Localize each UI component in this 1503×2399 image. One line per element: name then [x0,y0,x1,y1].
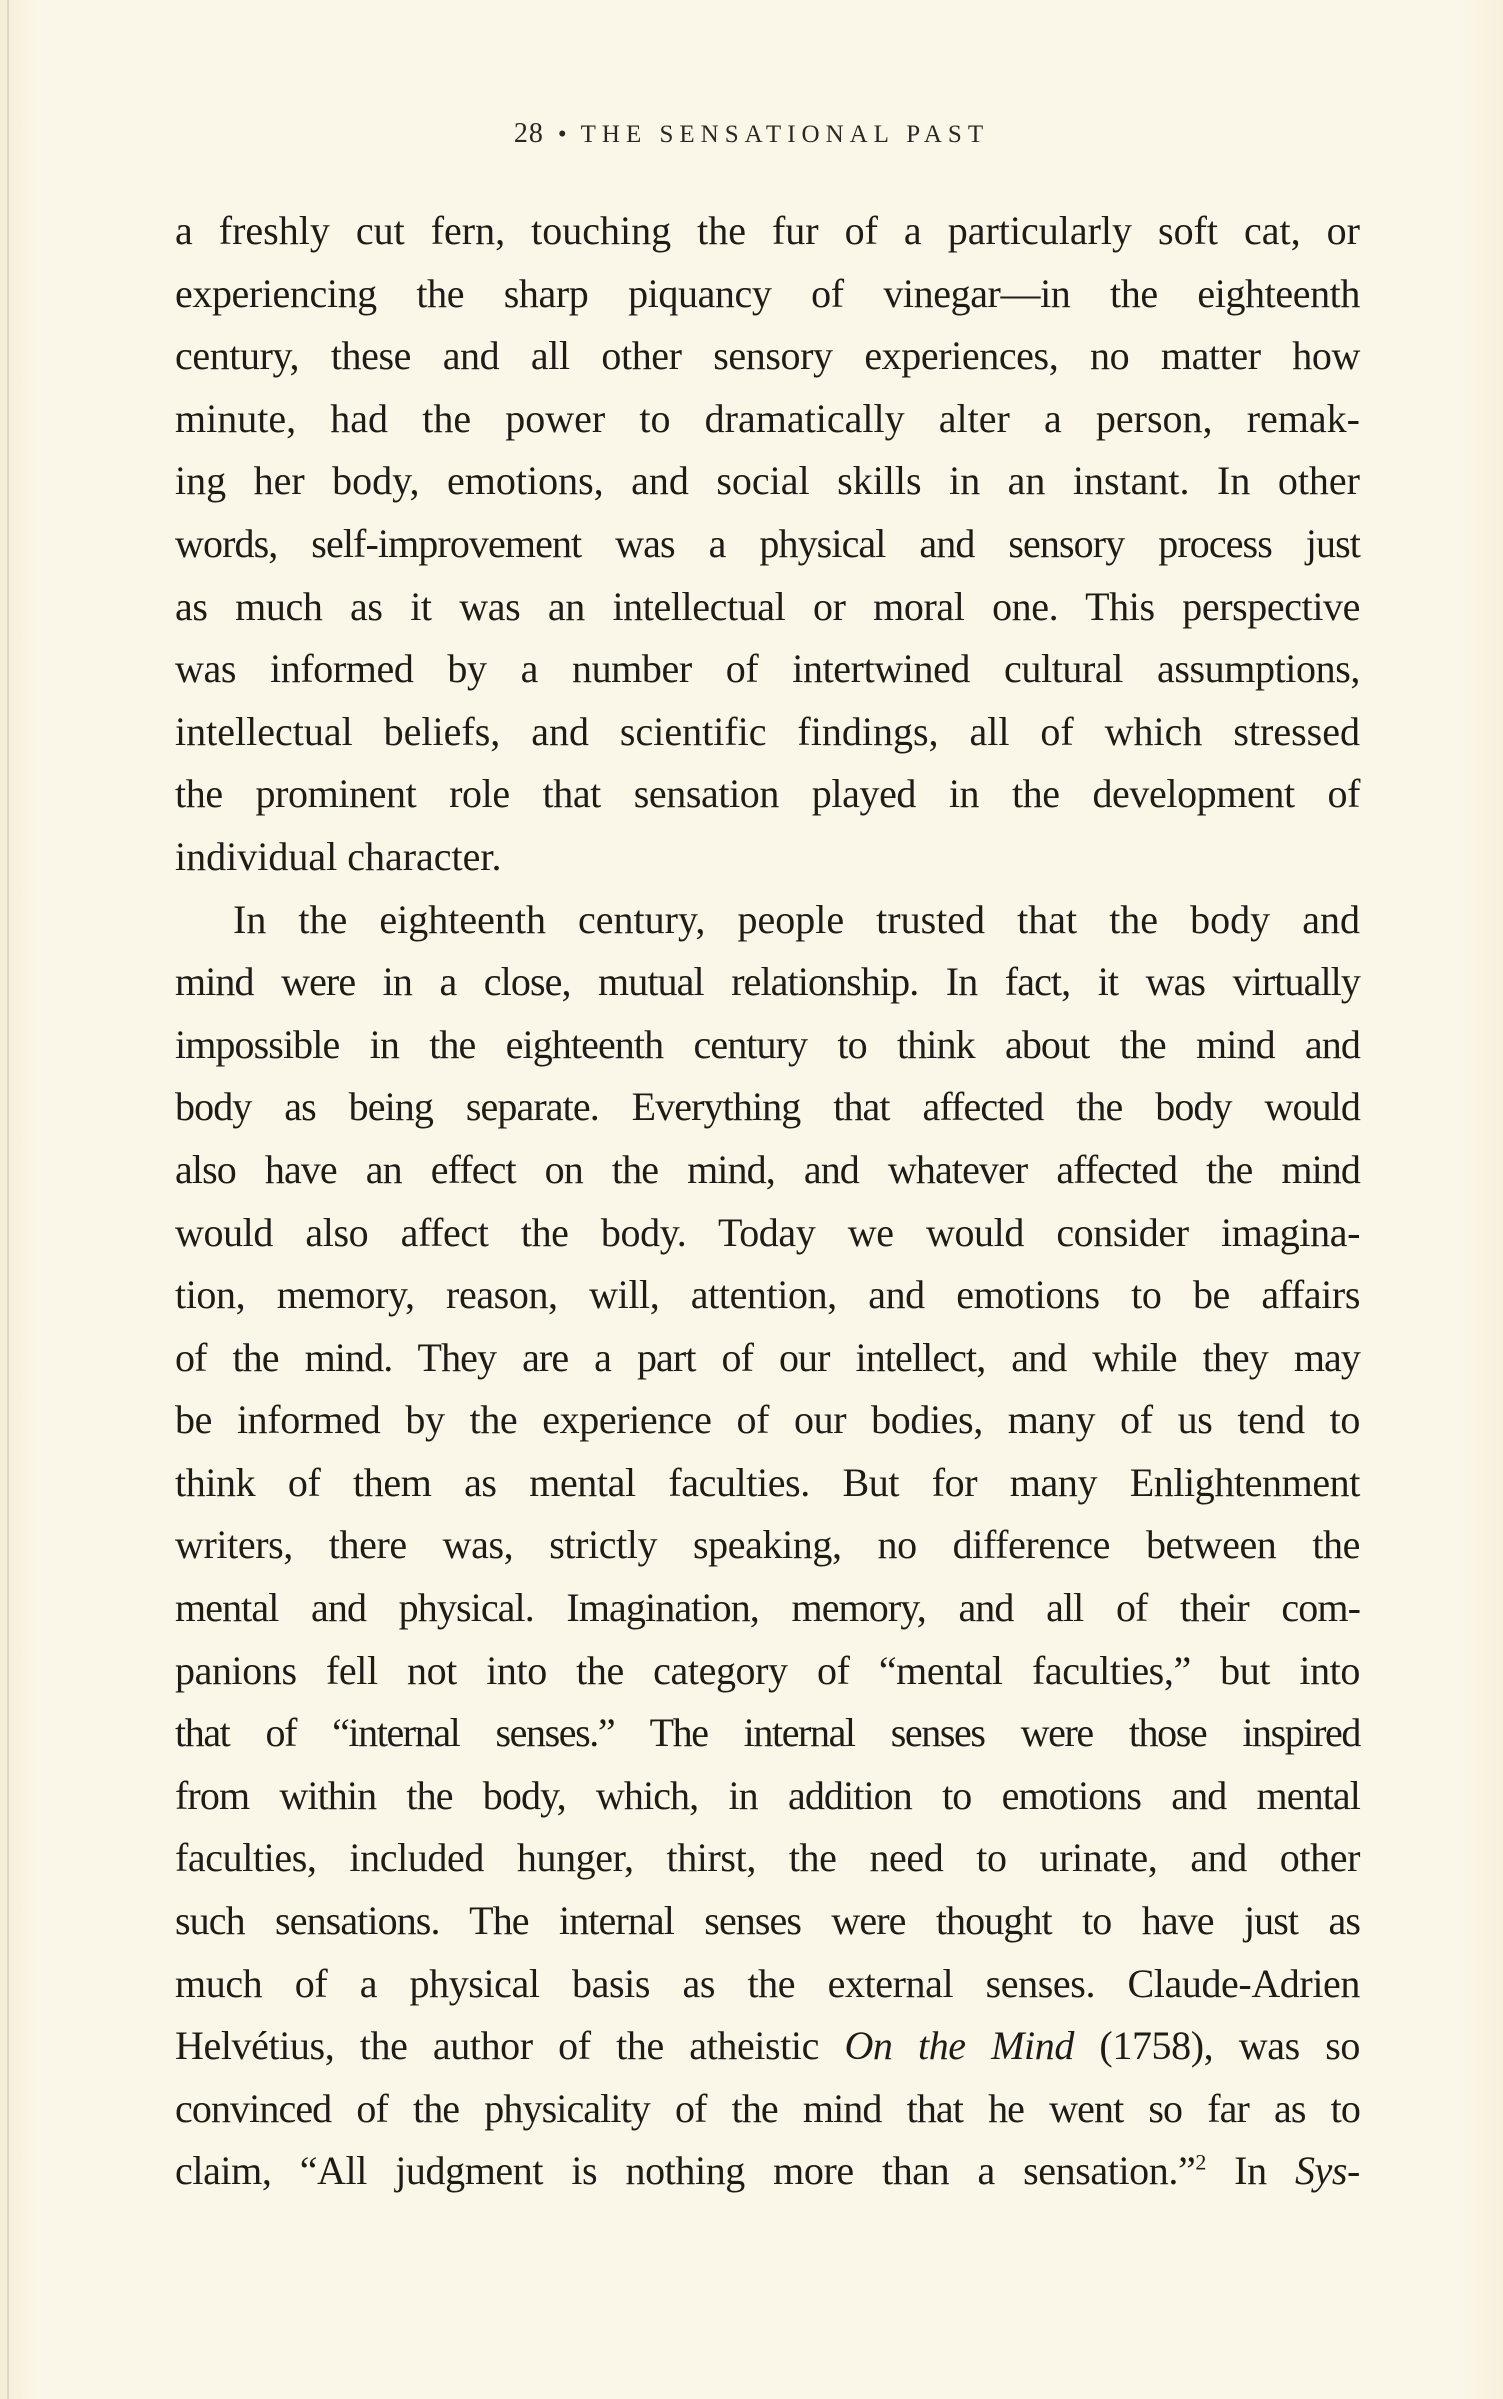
text-line: century, these and all other sensory experiences, no matter how [175,333,1360,379]
text-line [175,2140,1360,2203]
text-line: a freshly cut fern, touching the fur of a particularly soft cat, or [175,208,1360,253]
text-line: tion, memory, reason, will, attention, and emotions to be affairs [175,1272,1360,1318]
text-line: such sensations. The internal senses were thought to have just as [175,1898,1360,1944]
text-line: individual character. [175,833,502,879]
text-line: words, self-improvement was a physical and sensory process just [175,520,1360,566]
text-line: be informed by the experience of our bodies, many of us tend to [175,1397,1360,1443]
text-line: impossible in the eighteenth century to think about the mind and [175,1021,1360,1067]
text-line: was informed by a number of intertwined cultural assumptions, [175,646,1360,692]
text-line: convinced of the physicality of the mind that he went so far as to [175,2085,1360,2131]
text-line: intellectual beliefs, and scientific findings, all of which stressed [175,708,1360,754]
text-line: think of them as mental faculties. But for many Enlightenment [175,1459,1360,1505]
text-line: mental and physical. Imagination, memory, and all of their com- [175,1585,1360,1631]
text-line: from within the body, which, in addition to emotions and mental [175,1772,1360,1818]
text-line: much of a physical basis as the external senses. Claude-Adrien [175,1960,1360,2006]
footnote-marker[interactable]: 2 [1195,2150,1206,2176]
text-line: ing her body, emotions, and social skills in an instant. In other [175,458,1360,504]
text-run: In [1205,2148,1295,2194]
running-head [0,118,1503,150]
text-line: that of “internal senses.” The internal senses were those inspired [175,1710,1360,1756]
text-line: the prominent role that sensation played in the development of [175,771,1360,817]
text-line: of the mind. They are a part of our intellect, and while they may [175,1334,1360,1380]
text-line: writers, there was, strictly speaking, no difference between the [175,1522,1360,1568]
text-run: claim, “All judgment is nothing more than a sensation.” [175,2148,1196,2194]
text-line: faculties, included hunger, thirst, the need to urinate, and other [175,1835,1360,1881]
text-line: body as being separate. Everything that affected the body would [175,1084,1360,1130]
body-text [175,200,1360,2203]
text-line: experiencing the sharp piquancy of vinegar—in the eighteenth [175,270,1360,316]
text-line: panions fell not into the category of “mental faculties,” but into [175,1647,1360,1693]
book-title-italic: On the Mind [844,2023,1074,2069]
text-line: would also affect the body. Today we would consider imagina- [175,1209,1360,1255]
text-line: minute, had the power to dramatically alter a person, remak- [175,395,1360,441]
running-title: THE SENSATIONAL PAST [580,121,990,148]
text-line: In the eighteenth century, people trusted that the body and [233,896,1360,942]
text-line: also have an effect on the mind, and whatever affected the mind [175,1146,1360,1192]
text-run: (1758), was so [1073,2023,1360,2069]
book-title-italic: Sys- [1294,2148,1360,2194]
page-gutter-shadow [7,0,9,2399]
text-run: Helvétius, the author of the atheistic [175,2023,845,2069]
text-line: mind were in a close, mutual relationship. In fact, it was virtually [175,959,1360,1005]
text-line: as much as it was an intellectual or moral one. This perspective [175,583,1360,629]
page-number: 28 [513,118,544,149]
header-separator: • [557,121,567,148]
text-line [175,2015,1360,2078]
